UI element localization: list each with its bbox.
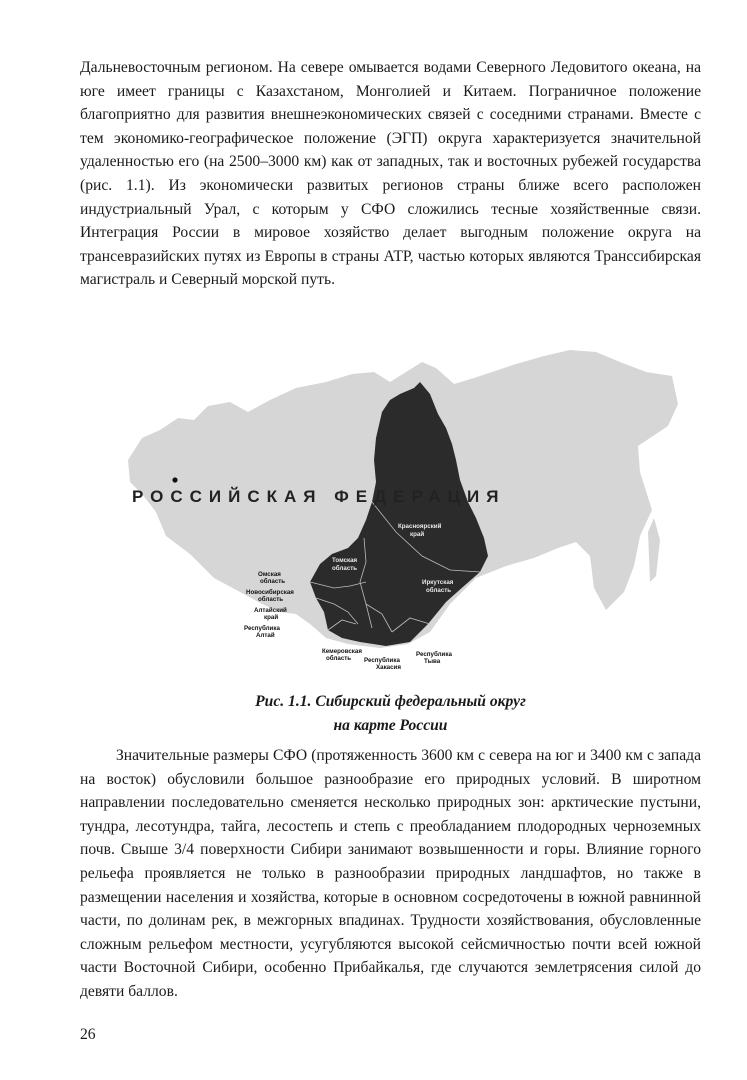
caption-line-2: на карте России — [333, 716, 448, 734]
label-omsk-1: Омская — [258, 571, 281, 578]
caption-line-1: Рис. 1.1. Сибирский федеральный округ — [255, 693, 526, 710]
map-title: РОССИЙСКАЯ ФЕДЕРАЦИЯ — [132, 487, 506, 506]
label-krasnoyarsk-2: край — [410, 531, 425, 538]
label-irkutsk-1: Иркутская — [422, 579, 454, 586]
label-kemerovo-1: Кемеровская — [322, 648, 362, 655]
label-novosibirsk-2: область — [258, 596, 284, 603]
label-khakassia-1: Республика — [364, 657, 400, 664]
paragraph-nature: Значительные размеры СФО (протяженность 3600 км с севера на юг и 3400 км с запада на восток) обусловили большое разнообразие его природных условий. В широтном направлении последовательно сменяется несколько природных зон: арктические пустыни, тундра, лесотундра, тайга, лесостепь и степь с преобладанием плодородных черноземных почв. Свыше 3/4 поверхности Сибири занимают возвышенности и горы. Влияние горного рельефа проявляется не только в разнообразии природных ландшафтов, но также в размещении населения и хозяйства, которые в основном сосредоточены в южной равнинной части, по долинам рек, в межгорных впадинах. Трудности хозяйствования, обусловленные сложным рельефом местности, усугубляются высокой сейсмичностью почти всей южной части Восточной Сибири, особенно Прибайкалья, где случаются землетрясения силой до девяти баллов. — [80, 747, 701, 1000]
label-altai-krai-1: Алтайский — [254, 607, 287, 614]
label-tyva-2: Тыва — [424, 658, 441, 665]
far-east-island — [648, 518, 660, 582]
label-omsk-2: область — [260, 578, 286, 585]
russia-map-figure — [120, 342, 680, 672]
label-altai-krai-2: край — [264, 614, 279, 621]
label-altai-rep-2: Алтай — [256, 632, 275, 639]
paragraph-intro: Дальневосточным регионом. На севере омывается водами Северного Ледовитого океана, на юге имеет границы с Казахстаном, Монголией и Китаем. Пограничное положение благоприятно для развития внешнеэкономических связей с соседними странами. Вместе с тем экономико-географическое положение (ЭГП) округа характеризуется значительной удаленностью его (на 2500–3000 км) как от западных, так и восточных рубежей государства (рис. 1.1). Из экономически развитых регионов страны ближе всего расположен индустриальный Урал, с которым у СФО сложились тесные хозяйственные связи. Интеграция России в мировое хозяйство делает выгодным положение округа на трансевразийских путях из Европы в страны АТР, частью которых являются Транссибирская магистраль и Северный морской путь. — [80, 59, 701, 289]
label-kemerovo-2: область — [326, 655, 352, 662]
moscow-dot — [172, 477, 177, 482]
label-tomsk-2: область — [332, 565, 358, 572]
label-tomsk-1: Томская — [332, 557, 358, 564]
label-irkutsk-2: область — [426, 587, 452, 594]
label-tyva-1: Республика — [416, 651, 452, 658]
label-altai-rep-1: Республика — [244, 625, 280, 632]
label-khakassia-2: Хакасия — [376, 664, 401, 671]
figure-caption — [80, 690, 701, 737]
label-novosibirsk-1: Новосибирская — [246, 589, 294, 596]
label-krasnoyarsk-1: Красноярский — [398, 523, 442, 530]
page-number: 26 — [80, 1026, 96, 1043]
